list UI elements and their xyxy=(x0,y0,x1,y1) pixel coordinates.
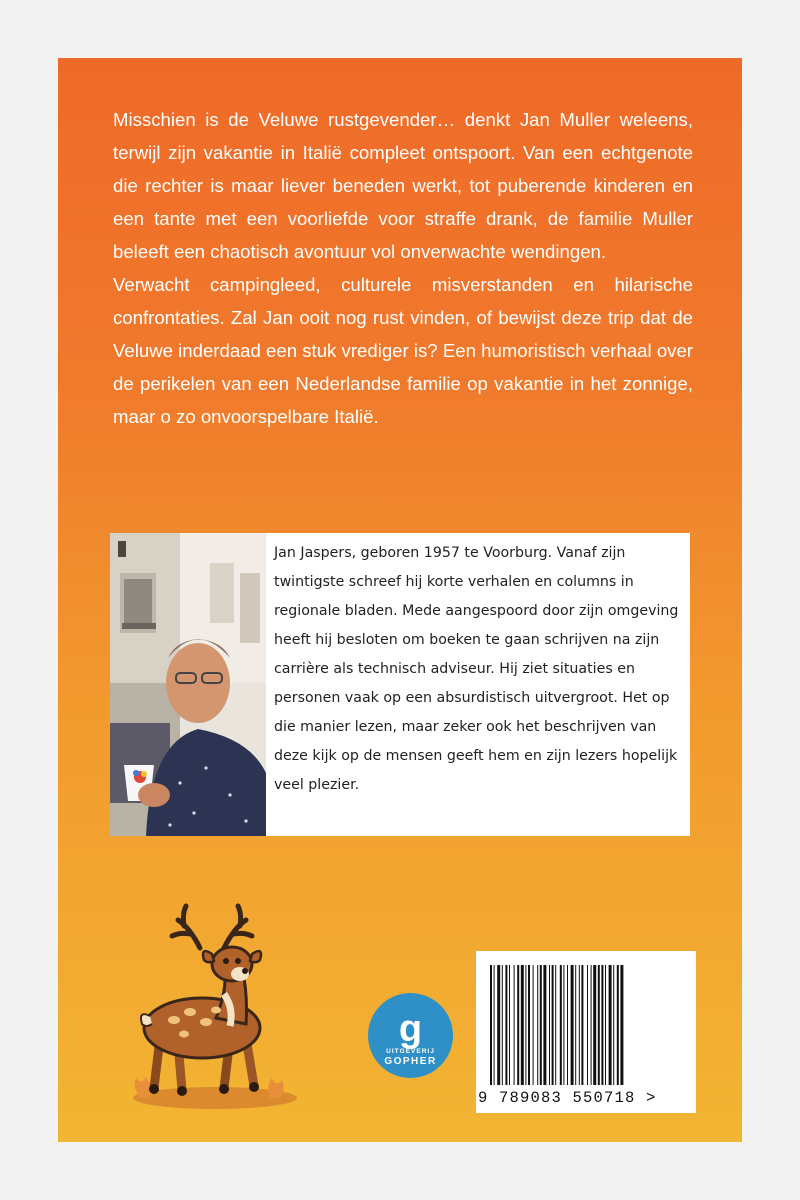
logo-line-2: GOPHER xyxy=(384,1056,437,1067)
barcode-bar xyxy=(525,965,526,1085)
isbn-number: 9 789083 550718 > xyxy=(478,1089,657,1107)
barcode-bar xyxy=(617,965,619,1085)
barcode-bar xyxy=(575,965,576,1085)
barcode-bar xyxy=(517,965,519,1085)
barcode-bar xyxy=(601,965,603,1085)
barcode-bar xyxy=(587,965,588,1085)
blurb xyxy=(113,103,693,433)
barcode-bar xyxy=(537,965,538,1085)
logo-line-1: UITGEVERIJ xyxy=(386,1048,435,1055)
deer-illustration xyxy=(120,898,310,1113)
barcode-bar xyxy=(620,965,623,1085)
barcode-bar xyxy=(613,965,614,1085)
author-photo xyxy=(110,533,266,836)
barcode-bar xyxy=(514,965,515,1085)
blurb-paragraph-1: Misschien is de Veluwe rustgevender… denkt Jan Muller weleens, terwijl zijn vakantie in Italië compleet ontspoort. Van een echtgenote die rechter is maar liever beneden werkt, tot puberende kinderen en een tante met een voorliefde voor straffe drank, de familie Muller beleeft een chaotisch avontuur vol onverwachte wendingen. xyxy=(113,109,693,262)
barcode-bar xyxy=(490,965,492,1085)
barcode-bar xyxy=(581,965,583,1085)
barcode-bar xyxy=(533,965,534,1085)
publisher-logo xyxy=(368,993,453,1078)
barcode-bar xyxy=(579,965,580,1085)
logo-letter: g xyxy=(398,1008,423,1050)
barcode-bar xyxy=(555,965,556,1085)
barcode-bar xyxy=(605,965,606,1085)
barcode-bar xyxy=(598,965,600,1085)
author-bio: Jan Jaspers, geboren 1957 te Voorburg. Vanaf zijn twintigste schreef hij korte verhalen en columns in regionale bladen. Mede aangespoord door zijn omgeving heeft hij besloten om boeken te gaan schrijven na zijn carrière als technisch adviseur. Hij ziet situaties en personen vaak op een absurdistisch uitvergroot. Het op die manier lezen, maar zeker ook het beschrijven van deze kijk op de mensen geeft hem en zijn lezers hopelijk veel plezier. xyxy=(274,545,679,793)
barcode-bar xyxy=(543,965,546,1085)
barcode-bar xyxy=(540,965,542,1085)
barcode-bar xyxy=(502,965,503,1085)
barcode xyxy=(488,965,684,1087)
barcode-bar xyxy=(563,965,564,1085)
barcode-bar xyxy=(571,965,574,1085)
back-cover xyxy=(58,58,742,1142)
barcode-bar xyxy=(497,965,500,1085)
barcode-bar xyxy=(567,965,568,1085)
barcode-bar xyxy=(591,965,592,1085)
barcode-box xyxy=(476,951,696,1113)
barcode-bar xyxy=(494,965,495,1085)
barcode-bar xyxy=(509,965,510,1085)
barcode-bar xyxy=(505,965,507,1085)
blurb-paragraph-2: Verwacht campingleed, culturele misverstanden en hilarische confrontaties. Zal Jan ooit nog rust vinden, of bewijst deze trip dat de Veluwe inderdaad een stuk vrediger is? Een humoristisch verhaal over de perikelen van een Nederlandse familie op vakantie in het zonnige, maar o zo onvoorspelbare Italië. xyxy=(113,274,693,427)
barcode-bar xyxy=(593,965,596,1085)
barcode-bar xyxy=(560,965,562,1085)
barcode-bar xyxy=(521,965,524,1085)
author-box xyxy=(110,533,690,836)
barcode-bar xyxy=(549,965,550,1085)
barcode-bar xyxy=(552,965,554,1085)
barcode-bar xyxy=(528,965,530,1085)
barcode-bar xyxy=(609,965,612,1085)
